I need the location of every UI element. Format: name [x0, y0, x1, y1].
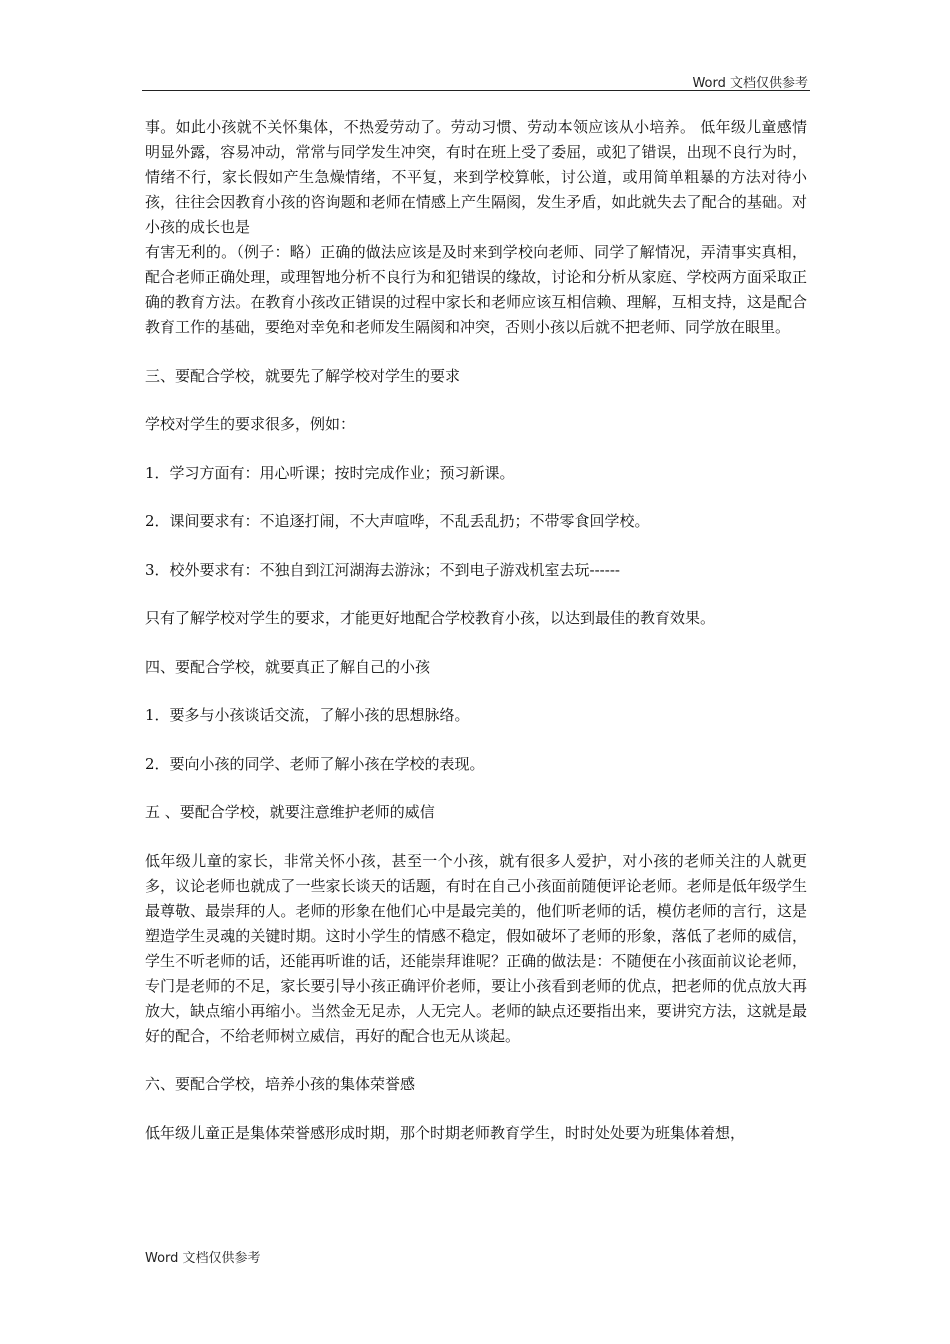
- section-heading: 六、要配合学校，培养小孩的集体荣誉感: [145, 1075, 416, 1093]
- page-header: [142, 70, 810, 91]
- section-heading: 五 、要配合学校，就要注意维护老师的威信: [145, 803, 435, 821]
- page-footer: Word 文档仅供参考: [145, 1251, 261, 1266]
- header-text: Word 文档仅供参考: [692, 76, 808, 91]
- list-item: 3．校外要求有：不独自到江河湖海去游泳；不到电子游戏机室去玩------: [145, 560, 620, 579]
- body-paragraph: 事。如此小孩就不关怀集体，不热爱劳动了。劳动习惯、劳动本领应该从小培养。 低年级儿童感情明显外露，容易冲动，常常与同学发生冲突，有时在班上受了委屈，或犯了错误，出现不良行为时，情绪不行，家长假如产生急燥情绪，不平复，来到学校算帐，讨公道，或用简单粗暴的方法对待小孩，往往会因教育小孩的咨询题和老师在情感上产生隔阂，发生矛盾，如此就失去了配合的基础。对小孩的成长也是: [145, 118, 807, 236]
- document-body: [145, 115, 807, 1169]
- body-paragraph: 学校对学生的要求很多，例如：: [145, 415, 356, 433]
- list-item: 1．学习方面有：用心听课；按时完成作业；预习新课。: [145, 463, 515, 482]
- section-heading: 四、要配合学校，就要真正了解自己的小孩: [145, 657, 431, 676]
- list-item: 2．要向小孩的同学、老师了解小孩在学校的表现。: [145, 754, 485, 773]
- list-item: 1．要多与小孩谈话交流，了解小孩的思想脉络。: [145, 706, 470, 724]
- list-item: 2．课间要求有：不追逐打闹，不大声喧哗，不乱丢乱扔；不带零食回学校。: [145, 512, 650, 530]
- section-heading: 三、要配合学校，就要先了解学校对学生的要求: [145, 366, 461, 385]
- body-paragraph: 低年级儿童正是集体荣誉感形成时期，那个时期老师教育学生，时时处处要为班集体着想，: [145, 1123, 746, 1142]
- body-paragraph: 只有了解学校对学生的要求，才能更好地配合学校教育小孩，以达到最佳的教育效果。: [145, 609, 716, 627]
- body-paragraph: 低年级儿童的家长，非常关怀小孩，甚至一个小孩，就有很多人爱护，对小孩的老师关注的人就更多，议论老师也就成了一些家长谈天的话题，有时在自己小孩面前随便评论老师。老师是低年级学生最尊敬、最崇拜的人。老师的形象在他们心中是最完美的，他们听老师的话，模仿老师的言行，这是塑造学生灵魂的关键时期。这时小学生的情感不稳定，假如破坏了老师的形象，落低了老师的威信，学生不听老师的话，还能再听谁的话，还能崇拜谁呢？正确的做法是：不随便在小孩面前议论老师，专门是老师的不足，家长要引导小孩正确评价老师，要让小孩看到老师的优点，把老师的优点放大再放大，缺点缩小再缩小。当然金无足赤，人无完人。老师的缺点还要指出来，要讲究方法，这就是最好的配合，不给老师树立威信，再好的配合也无从谈起。: [145, 851, 807, 1045]
- body-paragraph: 有害无利的。（例子：略）正确的做法应该是及时来到学校向老师、同学了解情况，弄清事实真相，配合老师正确处理，或理智地分析不良行为和犯错误的缘故，讨论和分析从家庭、学校两方面采取正确的教育方法。在教育小孩改正错误的过程中家长和老师应该互相信赖、理解，互相支持，这是配合教育工作的基础，要绝对幸免和老师发生隔阂和冲突，否则小孩以后就不把老师、同学放在眼里。: [145, 243, 807, 336]
